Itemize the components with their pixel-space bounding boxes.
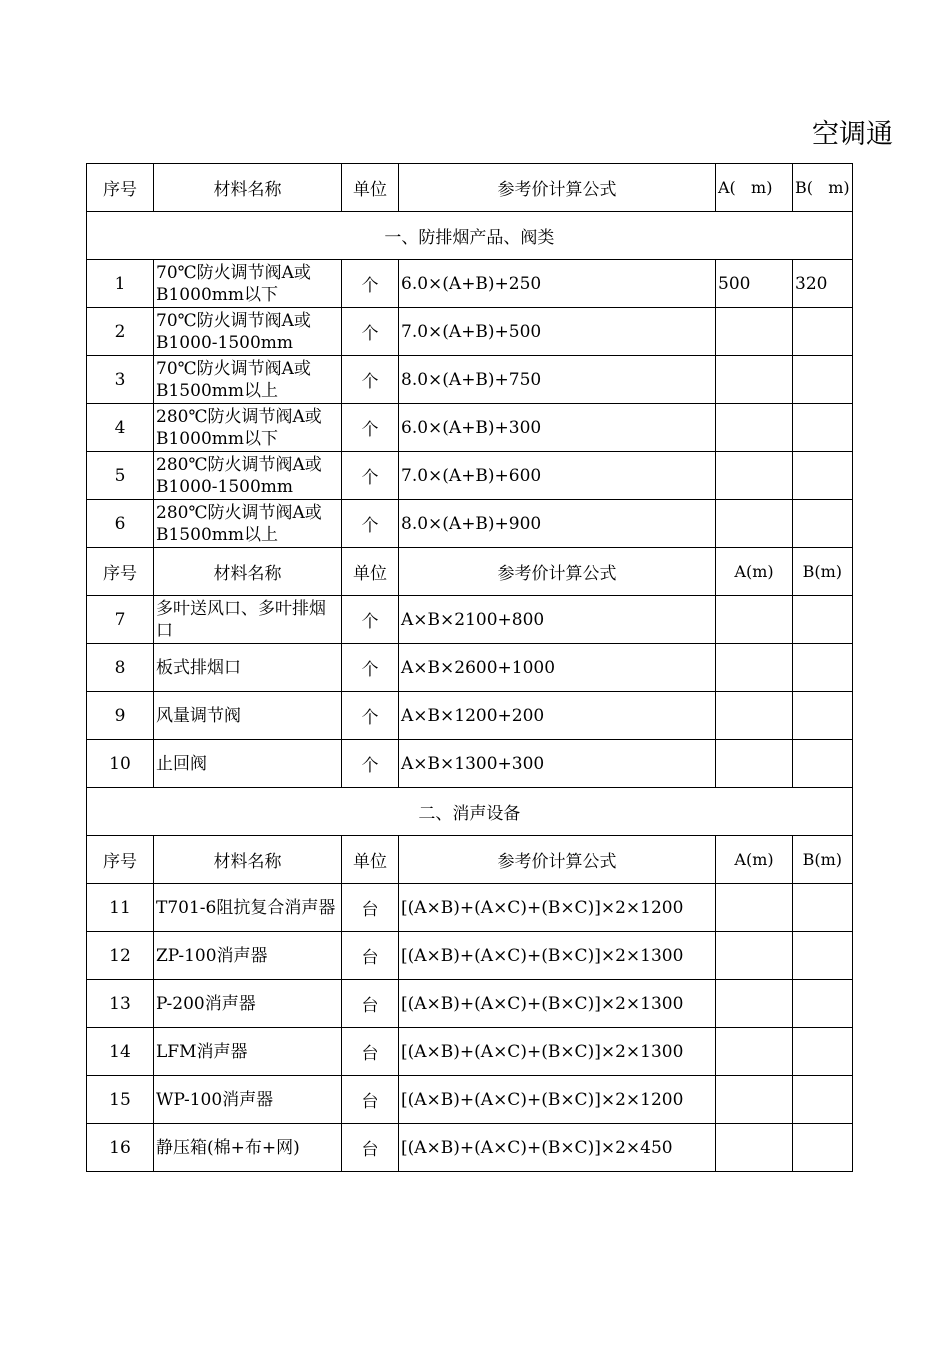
header-seq: 序号 bbox=[87, 548, 154, 596]
header-unit: 单位 bbox=[342, 836, 399, 884]
row-formula: A×B×2600+1000 bbox=[399, 644, 716, 692]
row-name: LFM消声器 bbox=[154, 1028, 342, 1076]
row-formula: A×B×2100+800 bbox=[399, 596, 716, 644]
table-row bbox=[87, 500, 853, 548]
row-name: 静压箱(棉+布+网) bbox=[154, 1124, 342, 1172]
row-name: 止回阀 bbox=[154, 740, 342, 788]
header-name: 材料名称 bbox=[154, 164, 342, 212]
header-b: B(m) bbox=[793, 548, 853, 596]
row-b bbox=[793, 692, 853, 740]
row-a bbox=[716, 980, 793, 1028]
section-title: 二、消声设备 bbox=[87, 788, 853, 836]
row-formula: [(A×B)+(A×C)+(B×C)]×2×1300 bbox=[399, 932, 716, 980]
row-seq: 3 bbox=[87, 356, 154, 404]
row-formula: 6.0×(A+B)+300 bbox=[399, 404, 716, 452]
row-b bbox=[793, 356, 853, 404]
row-name: 70℃防火调节阀A或B1000mm以下 bbox=[154, 260, 342, 308]
header-formula: 参考价计算公式 bbox=[399, 836, 716, 884]
row-a bbox=[716, 1028, 793, 1076]
row-b bbox=[793, 932, 853, 980]
row-name: 280℃防火调节阀A或B1000mm以下 bbox=[154, 404, 342, 452]
row-name: 280℃防火调节阀A或B1000-1500mm bbox=[154, 452, 342, 500]
row-b bbox=[793, 644, 853, 692]
row-unit: 台 bbox=[342, 980, 399, 1028]
table-row bbox=[87, 308, 853, 356]
row-b bbox=[793, 452, 853, 500]
row-formula: 6.0×(A+B)+250 bbox=[399, 260, 716, 308]
row-b bbox=[793, 1028, 853, 1076]
row-formula: A×B×1300+300 bbox=[399, 740, 716, 788]
row-unit: 个 bbox=[342, 260, 399, 308]
row-name: 70℃防火调节阀A或B1500mm以上 bbox=[154, 356, 342, 404]
row-formula: [(A×B)+(A×C)+(B×C)]×2×1300 bbox=[399, 980, 716, 1028]
row-b bbox=[793, 500, 853, 548]
row-name: 多叶送风口、多叶排烟口 bbox=[154, 596, 342, 644]
row-name: 70℃防火调节阀A或B1000-1500mm bbox=[154, 308, 342, 356]
row-seq: 16 bbox=[87, 1124, 154, 1172]
table-row bbox=[87, 884, 853, 932]
row-a bbox=[716, 596, 793, 644]
table-row bbox=[87, 452, 853, 500]
header-unit: 单位 bbox=[342, 548, 399, 596]
header-b: B( m) bbox=[793, 164, 853, 212]
header-name: 材料名称 bbox=[154, 836, 342, 884]
row-name: ZP-100消声器 bbox=[154, 932, 342, 980]
price-table bbox=[86, 163, 853, 1172]
row-unit: 台 bbox=[342, 1076, 399, 1124]
row-a bbox=[716, 740, 793, 788]
row-formula: 8.0×(A+B)+900 bbox=[399, 500, 716, 548]
row-formula: 8.0×(A+B)+750 bbox=[399, 356, 716, 404]
table-row bbox=[87, 692, 853, 740]
table-row bbox=[87, 596, 853, 644]
table-row bbox=[87, 644, 853, 692]
row-a: 500 bbox=[716, 260, 793, 308]
row-b bbox=[793, 1076, 853, 1124]
row-seq: 1 bbox=[87, 260, 154, 308]
row-seq: 2 bbox=[87, 308, 154, 356]
row-b: 320 bbox=[793, 260, 853, 308]
row-seq: 4 bbox=[87, 404, 154, 452]
section-row bbox=[87, 212, 853, 260]
row-seq: 14 bbox=[87, 1028, 154, 1076]
section-title: 一、防排烟产品、阀类 bbox=[87, 212, 853, 260]
row-unit: 个 bbox=[342, 308, 399, 356]
header-row bbox=[87, 164, 853, 212]
header-seq: 序号 bbox=[87, 836, 154, 884]
header-name: 材料名称 bbox=[154, 548, 342, 596]
table-row bbox=[87, 404, 853, 452]
header-b: B(m) bbox=[793, 836, 853, 884]
row-a bbox=[716, 692, 793, 740]
row-formula: [(A×B)+(A×C)+(B×C)]×2×1300 bbox=[399, 1028, 716, 1076]
row-formula: 7.0×(A+B)+600 bbox=[399, 452, 716, 500]
header-a: A(m) bbox=[716, 836, 793, 884]
row-seq: 8 bbox=[87, 644, 154, 692]
row-a bbox=[716, 308, 793, 356]
row-b bbox=[793, 308, 853, 356]
row-formula: [(A×B)+(A×C)+(B×C)]×2×1200 bbox=[399, 1076, 716, 1124]
row-unit: 台 bbox=[342, 1124, 399, 1172]
header-a: A(m) bbox=[716, 548, 793, 596]
row-a bbox=[716, 404, 793, 452]
table-row bbox=[87, 260, 853, 308]
row-formula: 7.0×(A+B)+500 bbox=[399, 308, 716, 356]
row-a bbox=[716, 1076, 793, 1124]
table-row bbox=[87, 980, 853, 1028]
row-unit: 个 bbox=[342, 452, 399, 500]
row-b bbox=[793, 740, 853, 788]
row-b bbox=[793, 884, 853, 932]
section-row bbox=[87, 788, 853, 836]
header-row bbox=[87, 836, 853, 884]
row-unit: 个 bbox=[342, 404, 399, 452]
row-b bbox=[793, 596, 853, 644]
row-unit: 台 bbox=[342, 884, 399, 932]
page-title: 空调通 bbox=[812, 119, 893, 150]
table-row bbox=[87, 356, 853, 404]
header-a: A( m) bbox=[716, 164, 793, 212]
row-seq: 6 bbox=[87, 500, 154, 548]
row-formula: [(A×B)+(A×C)+(B×C)]×2×450 bbox=[399, 1124, 716, 1172]
row-seq: 11 bbox=[87, 884, 154, 932]
row-seq: 13 bbox=[87, 980, 154, 1028]
header-formula: 参考价计算公式 bbox=[399, 548, 716, 596]
row-formula: A×B×1200+200 bbox=[399, 692, 716, 740]
row-name: 板式排烟口 bbox=[154, 644, 342, 692]
row-name: T701-6阻抗复合消声器 bbox=[154, 884, 342, 932]
row-unit: 个 bbox=[342, 500, 399, 548]
row-b bbox=[793, 1124, 853, 1172]
row-name: 280℃防火调节阀A或B1500mm以上 bbox=[154, 500, 342, 548]
table-row bbox=[87, 932, 853, 980]
row-unit: 台 bbox=[342, 932, 399, 980]
table-row bbox=[87, 1028, 853, 1076]
row-a bbox=[716, 500, 793, 548]
row-seq: 7 bbox=[87, 596, 154, 644]
header-row bbox=[87, 548, 853, 596]
row-unit: 个 bbox=[342, 692, 399, 740]
table-row bbox=[87, 1124, 853, 1172]
row-unit: 个 bbox=[342, 596, 399, 644]
header-seq: 序号 bbox=[87, 164, 154, 212]
row-unit: 台 bbox=[342, 1028, 399, 1076]
row-a bbox=[716, 932, 793, 980]
row-name: WP-100消声器 bbox=[154, 1076, 342, 1124]
row-unit: 个 bbox=[342, 644, 399, 692]
row-formula: [(A×B)+(A×C)+(B×C)]×2×1200 bbox=[399, 884, 716, 932]
table-row bbox=[87, 740, 853, 788]
header-unit: 单位 bbox=[342, 164, 399, 212]
row-b bbox=[793, 980, 853, 1028]
row-unit: 个 bbox=[342, 740, 399, 788]
row-name: P-200消声器 bbox=[154, 980, 342, 1028]
row-seq: 10 bbox=[87, 740, 154, 788]
row-name: 风量调节阀 bbox=[154, 692, 342, 740]
row-seq: 12 bbox=[87, 932, 154, 980]
row-a bbox=[716, 1124, 793, 1172]
row-seq: 9 bbox=[87, 692, 154, 740]
row-seq: 15 bbox=[87, 1076, 154, 1124]
row-a bbox=[716, 356, 793, 404]
row-unit: 个 bbox=[342, 356, 399, 404]
row-a bbox=[716, 452, 793, 500]
row-a bbox=[716, 644, 793, 692]
row-seq: 5 bbox=[87, 452, 154, 500]
row-a bbox=[716, 884, 793, 932]
row-b bbox=[793, 404, 853, 452]
table-row bbox=[87, 1076, 853, 1124]
header-formula: 参考价计算公式 bbox=[399, 164, 716, 212]
